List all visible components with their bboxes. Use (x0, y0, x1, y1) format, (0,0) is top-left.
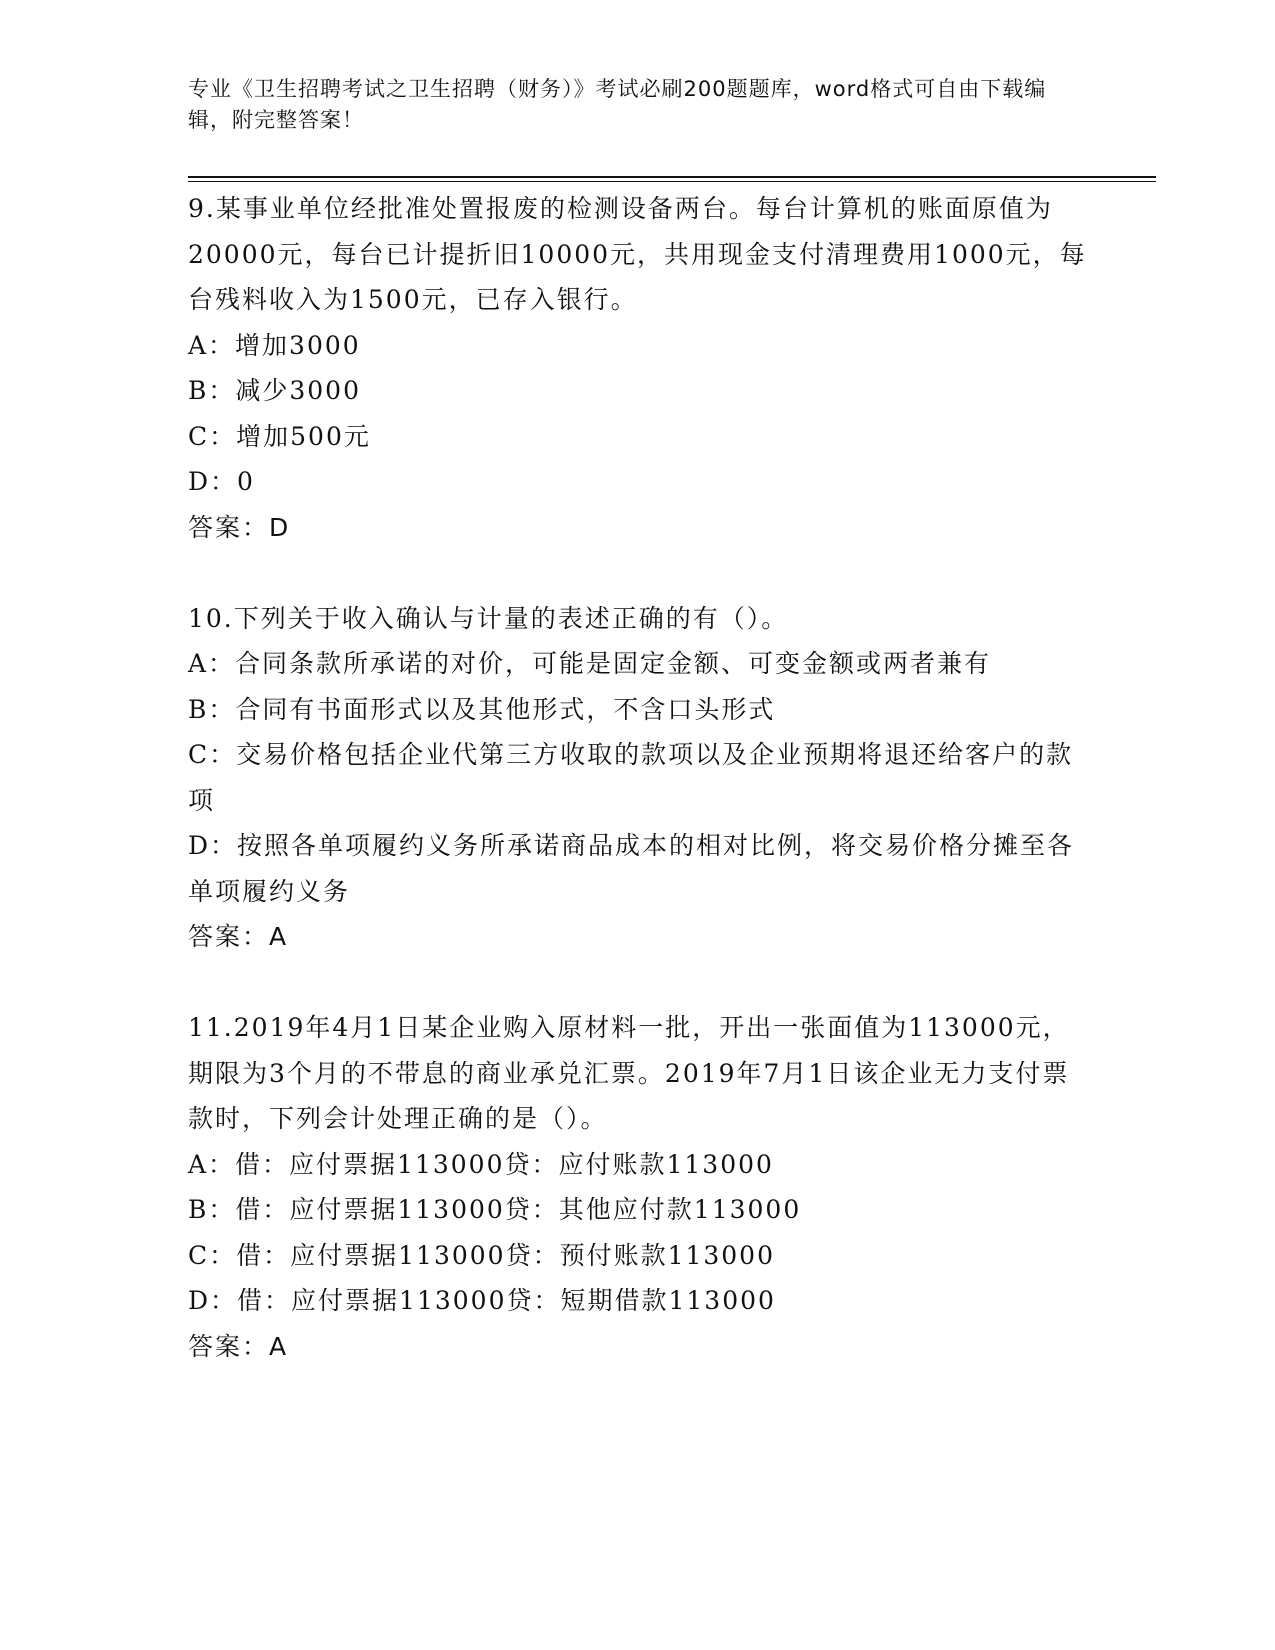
question-11 (188, 1005, 1088, 1369)
answer-line: 答案：A (188, 922, 289, 951)
question-gap (188, 960, 1088, 1006)
option-c: C：交易价格包括企业代第三方收取的款项以及企业预期将退还给客户的款项 (188, 740, 1074, 815)
option-d: D：0 (188, 467, 255, 496)
option-a: A：增加3000 (188, 330, 361, 360)
option-b: B：借：应付票据113000贷：其他应付款113000 (188, 1195, 802, 1224)
question-gap (188, 550, 1088, 596)
question-stem: 11.2019年4月1日某企业购入原材料一批，开出一张面值为113000元，期限为3个月的不带息的商业承兑汇票。2019年7月1日该企业无力支付票款时，下列会计处理正确的是（）。 (188, 1013, 1070, 1133)
option-c: C：借：应付票据113000贷：预付账款113000 (188, 1240, 775, 1270)
question-9 (188, 186, 1088, 550)
option-d: D：借：应付票据113000贷：短期借款113000 (188, 1286, 776, 1315)
document-header: 专业《卫生招聘考试之卫生招聘（财务）》考试必刷200题题库，word格式可自由下载编辑，附完整答案！ (188, 77, 1047, 132)
option-a: A：合同条款所承诺的对价，可能是固定金额、可变金额或两者兼有 (188, 649, 992, 678)
question-list (188, 186, 1088, 1369)
option-b: B：合同有书面形式以及其他形式，不含口头形式 (188, 694, 776, 724)
answer-line: 答案：A (188, 1331, 289, 1361)
question-stem: 9.某事业单位经批准处置报废的检测设备两台。每台计算机的账面原值为20000元，每台已计提折旧10000元，共用现金支付清理费用1000元，每台残料收入为1500元，已存入银行。 (188, 194, 1087, 314)
question-stem: 10.下列关于收入确认与计量的表述正确的有（）。 (188, 603, 789, 633)
option-a: A：借：应付票据113000贷：应付账款113000 (188, 1149, 774, 1179)
question-10 (188, 596, 1088, 960)
option-c: C：增加500元 (188, 421, 371, 451)
option-d: D：按照各单项履约义务所承诺商品成本的相对比例，将交易价格分摊至各单项履约义务 (188, 831, 1075, 906)
header-rule-bottom (188, 181, 1156, 182)
option-b: B：减少3000 (188, 376, 361, 405)
header-rule-top (188, 176, 1156, 178)
answer-line: 答案：D (188, 512, 291, 542)
